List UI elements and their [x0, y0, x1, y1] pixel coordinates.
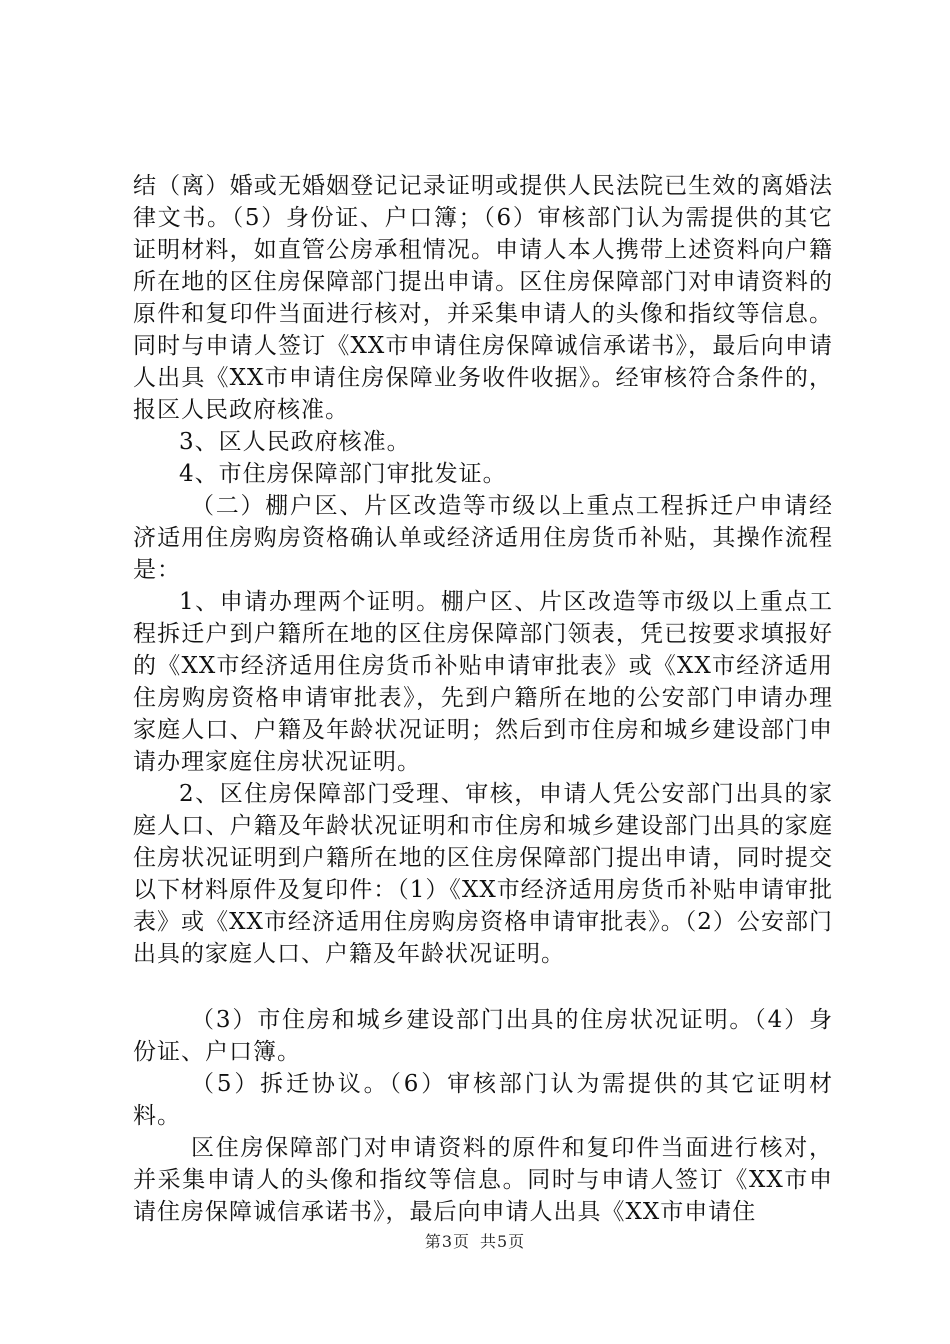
paragraph-verification: 区住房保障部门对申请资料的原件和复印件当面进行核对，并采集申请人的头像和指纹等信息。同时与申请人签订《XX市申请住房保障诚信承诺书》，最后向申请人出具《XX市申请住 [133, 1135, 833, 1225]
paragraph-step-3: 3、区人民政府核准。 [179, 429, 411, 455]
paragraph-materials-5-6: （5）拆迁协议。（6）审核部门认为需提供的其它证明材料。 [133, 1071, 833, 1129]
page-footer [0, 1232, 950, 1252]
page-number: 第3页 [424, 1232, 470, 1251]
paragraph-step-1: 1、申请办理两个证明。棚户区、片区改造等市级以上重点工程拆迁户到户籍所在地的区住房保障部门领表，凭已按要求填报好的《XX市经济适用住房货币补贴申请审批表》或《XX市经济适用住房购房资格申请审批表》，先到户籍所在地的公安部门申请办理家庭人口、户籍及年龄状况证明；然后到市住房和城乡建设部门申请办理家庭住房状况证明。 [133, 589, 833, 775]
paragraph-section-2-heading: （二）棚户区、片区改造等市级以上重点工程拆迁户申请经济适用住房购房资格确认单或经济适用住房货币补贴，其操作流程是： [133, 493, 833, 583]
page-total: 共5页 [480, 1232, 526, 1251]
document-body [133, 170, 833, 1228]
paragraph-materials-3-4: （3）市住房和城乡建设部门出具的住房状况证明。（4）身份证、户口簿。 [133, 1007, 833, 1065]
paragraph-step-2: 2、区住房保障部门受理、审核，申请人凭公安部门出具的家庭人口、户籍及年龄状况证明和市住房和城乡建设部门出具的家庭住房状况证明到户籍所在地的区住房保障部门提出申请，同时提交以下材料原件及复印件：（1）《XX市经济适用房货币补贴申请审批表》或《XX市经济适用住房购房资格申请审批表》。（2）公安部门出具的家庭人口、户籍及年龄状况证明。 [133, 781, 833, 967]
paragraph-step-4: 4、市住房保障部门审批发证。 [179, 461, 507, 487]
paragraph-continuation: 结（离）婚或无婚姻登记记录证明或提供人民法院已生效的离婚法律文书。（5）身份证、户口簿；（6）审核部门认为需提供的其它证明材料，如直管公房承租情况。申请人本人携带上述资料向户籍所在地的区住房保障部门提出申请。区住房保障部门对申请资料的原件和复印件当面进行核对，并采集申请人的头像和指纹等信息。同时与申请人签订《XX市申请住房保障诚信承诺书》，最后向申请人出具《XX市申请住房保障业务收件收据》。经审核符合条件的，报区人民政府核准。 [133, 173, 833, 423]
